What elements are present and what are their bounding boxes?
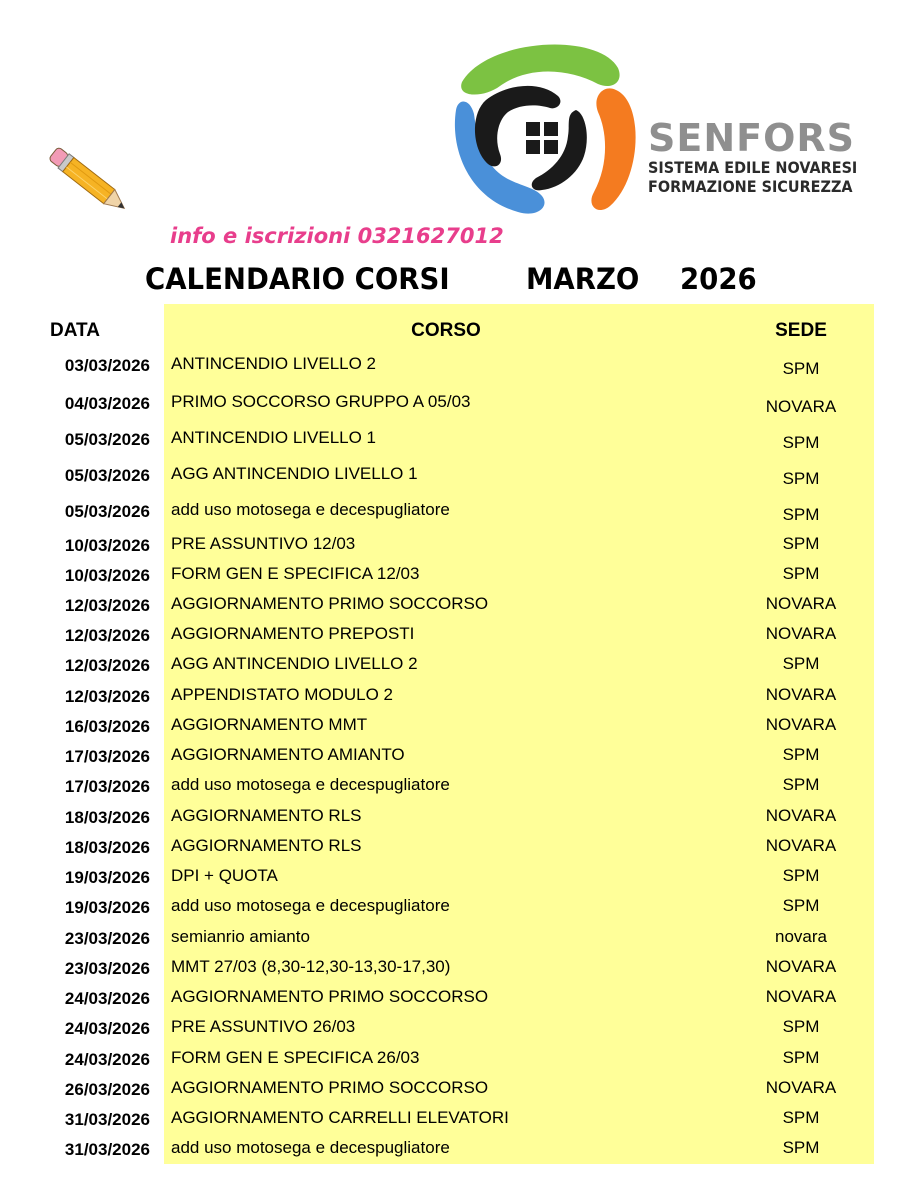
row-course: FORM GEN E SPECIFICA 26/03 [171,1048,420,1067]
table-row [0,685,902,715]
row-date: 17/03/2026 [64,777,150,796]
row-site: SPM [782,1017,820,1036]
row-site: SPM [782,896,820,915]
row-date: 12/03/2026 [64,687,150,706]
row-site: NOVARA [765,594,837,613]
column-header-course: CORSO [411,320,481,341]
row-site: NOVARA [765,624,837,643]
table-row [0,1108,902,1138]
row-site: NOVARA [765,806,837,825]
row-course: add uso motosega e decespugliatore [171,1138,450,1157]
row-date: 18/03/2026 [64,838,150,857]
row-course: FORM GEN E SPECIFICA 12/03 [171,564,420,583]
table-row [0,654,902,684]
row-date: 26/03/2026 [64,1080,150,1099]
table-row [0,745,902,775]
row-site: NOVARA [765,987,837,1006]
table-row [0,836,902,866]
table-row [0,715,902,745]
row-site: SPM [782,1138,820,1157]
table-row [0,987,902,1017]
row-course: add uso motosega e decespugliatore [171,896,450,915]
calendar-year: 2026 [680,262,757,296]
table-row [0,927,902,957]
row-date: 03/03/2026 [64,356,150,375]
table-row [0,1017,902,1047]
row-site: SPM [782,469,820,488]
contact-info: info e iscrizioni 0321627012 [170,224,504,248]
row-site: SPM [782,505,820,524]
table-row [0,957,902,987]
row-course: ANTINCENDIO LIVELLO 1 [171,428,377,447]
row-date: 04/03/2026 [64,394,150,413]
row-site: SPM [782,1108,820,1127]
row-date: 12/03/2026 [64,656,150,675]
senfors-logo-icon [448,38,648,214]
column-header-site: SEDE [775,320,827,341]
row-site: NOVARA [765,1078,837,1097]
row-course: ANTINCENDIO LIVELLO 2 [171,354,377,373]
table-row [0,594,902,624]
row-course: add uso motosega e decespugliatore [171,500,450,519]
row-date: 10/03/2026 [64,566,150,585]
row-course: AGGIORNAMENTO CARRELLI ELEVATORI [171,1108,509,1127]
row-date: 23/03/2026 [64,959,150,978]
table-row [0,392,902,422]
row-course: AGGIORNAMENTO MMT [171,715,368,734]
row-course: AGG ANTINCENDIO LIVELLO 2 [171,654,418,673]
row-course: AGGIORNAMENTO RLS [171,806,362,825]
brand-tagline-2: FORMAZIONE SICUREZZA [648,177,853,196]
calendar-title: CALENDARIO CORSI [145,262,450,296]
row-date: 19/03/2026 [64,868,150,887]
row-date: 24/03/2026 [64,1050,150,1069]
row-site: NOVARA [765,957,837,976]
row-date: 31/03/2026 [64,1110,150,1129]
pencil-icon [38,138,138,222]
row-date: 12/03/2026 [64,626,150,645]
row-course: MMT 27/03 (8,30-12,30-13,30-17,30) [171,957,451,976]
table-row [0,464,902,494]
table-row [0,896,902,926]
row-course: DPI + QUOTA [171,866,278,885]
row-course: semianrio amianto [171,927,310,946]
row-date: 19/03/2026 [64,898,150,917]
row-date: 10/03/2026 [64,536,150,555]
row-course: AGGIORNAMENTO AMIANTO [171,745,405,764]
row-site: SPM [782,654,820,673]
brand-name: SENFORS [648,116,856,160]
row-course: PRIMO SOCCORSO GRUPPO A 05/03 [171,392,471,411]
table-row [0,866,902,896]
table-row [0,354,902,384]
row-site: NOVARA [765,715,837,734]
row-date: 17/03/2026 [64,747,150,766]
table-row [0,775,902,805]
table-row [0,806,902,836]
table-row [0,564,902,594]
row-course: APPENDISTATO MODULO 2 [171,685,393,704]
row-site: SPM [782,564,820,583]
row-site: NOVARA [765,685,837,704]
row-course: AGGIORNAMENTO PRIMO SOCCORSO [171,987,489,1006]
row-date: 18/03/2026 [64,808,150,827]
row-course: PRE ASSUNTIVO 12/03 [171,534,356,553]
row-site: NOVARA [765,836,837,855]
row-date: 05/03/2026 [64,502,150,521]
row-site: NOVARA [765,397,837,416]
calendar-month: MARZO [526,262,640,296]
row-course: AGGIORNAMENTO PRIMO SOCCORSO [171,594,489,613]
table-row [0,500,902,530]
row-date: 24/03/2026 [64,989,150,1008]
row-course: add uso motosega e decespugliatore [171,775,450,794]
row-site: SPM [782,359,820,378]
row-date: 16/03/2026 [64,717,150,736]
row-course: AGG ANTINCENDIO LIVELLO 1 [171,464,418,483]
table-row [0,1048,902,1078]
row-date: 23/03/2026 [64,929,150,948]
row-site: SPM [782,866,820,885]
row-site: SPM [782,1048,820,1067]
table-row [0,1138,902,1168]
table-row [0,534,902,564]
row-date: 05/03/2026 [64,466,150,485]
row-date: 05/03/2026 [64,430,150,449]
row-course: AGGIORNAMENTO RLS [171,836,362,855]
row-course: AGGIORNAMENTO PREPOSTI [171,624,415,643]
row-course: AGGIORNAMENTO PRIMO SOCCORSO [171,1078,489,1097]
table-row [0,428,902,458]
row-date: 12/03/2026 [64,596,150,615]
table-row [0,624,902,654]
row-site: novara [775,927,827,946]
row-site: SPM [782,745,820,764]
brand-block [648,118,881,196]
row-date: 31/03/2026 [64,1140,150,1159]
column-header-date: DATA [50,320,100,341]
row-course: PRE ASSUNTIVO 26/03 [171,1017,356,1036]
brand-tagline-1: SISTEMA EDILE NOVARESI [648,158,858,177]
table-row [0,1078,902,1108]
row-site: SPM [782,433,820,452]
row-site: SPM [782,534,820,553]
row-site: SPM [782,775,820,794]
row-date: 24/03/2026 [64,1019,150,1038]
